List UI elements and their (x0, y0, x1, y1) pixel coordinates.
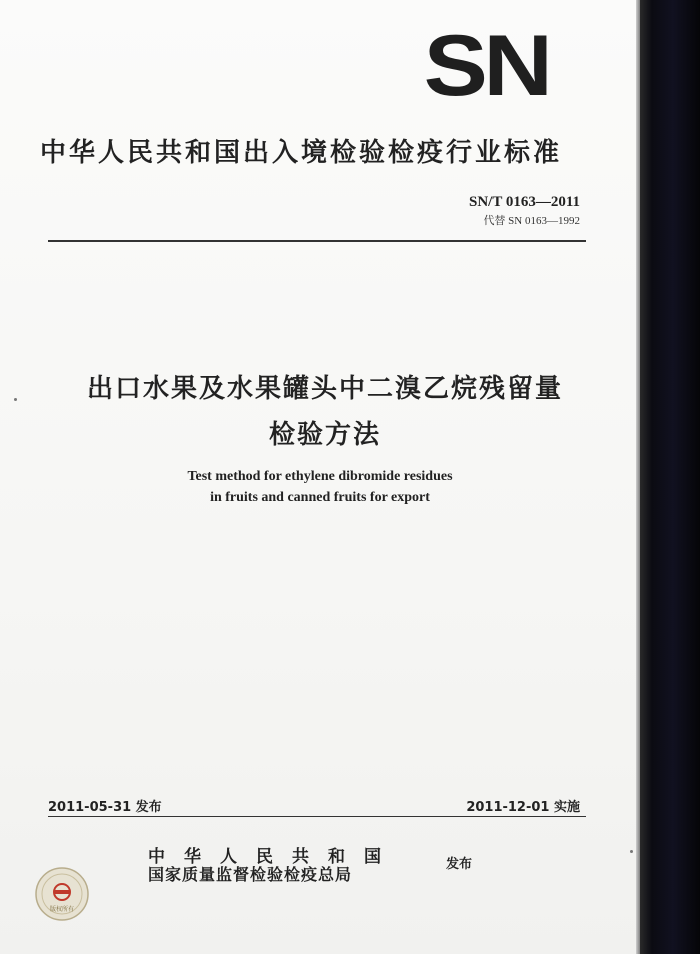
issuer-country: 中华人民共和国 (148, 847, 400, 867)
standard-number: SN/T 0163—2011 (469, 194, 580, 210)
copyright-seal-icon (34, 866, 90, 922)
binding-spine (640, 0, 700, 954)
footer-divider (48, 816, 586, 817)
issue-label: 发布 (446, 857, 473, 872)
english-title-line-1: Test method for ethylene dibromide residues (187, 469, 453, 484)
organization-title: 中华人民共和国出入境检验检疫行业标准 (40, 138, 563, 168)
sn-logo: SN (423, 18, 549, 114)
english-title-line-2: in fruits and canned fruits for export (210, 490, 430, 505)
issue-date: 2011-05-31 发布 (48, 800, 162, 815)
replaces-standard: 代替 SN 0163—1992 (483, 215, 580, 227)
chinese-title-line-2: 检验方法 (268, 420, 381, 450)
header-divider (48, 240, 586, 242)
scan-speck (14, 398, 17, 401)
scan-speck (630, 850, 633, 853)
implementation-date: 2011-12-01 实施 (466, 800, 580, 815)
seal-text: 版权所有 (49, 906, 75, 913)
issuer-agency: 国家质量监督检验检疫总局 (148, 865, 353, 884)
chinese-title-line-1: 出口水果及水果罐头中二溴乙烷残留量 (86, 374, 563, 404)
